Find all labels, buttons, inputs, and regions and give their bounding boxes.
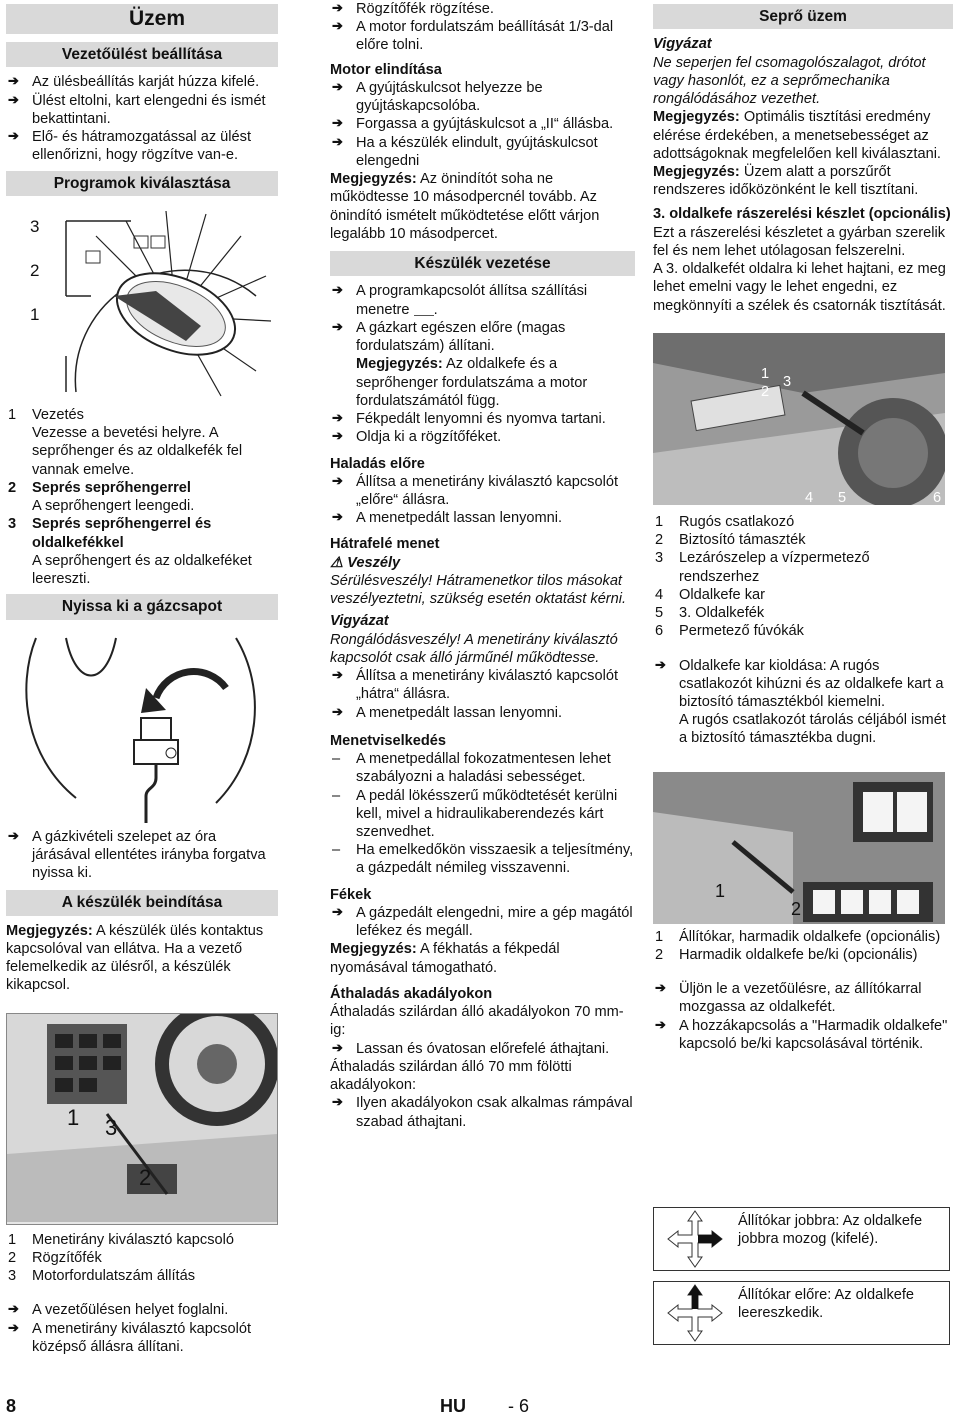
brake-step: ➔ A gázpedált elengedni, mire a gép magától lefékez és megáll. [330, 904, 635, 940]
dash-item-1: 1 Menetirány kiválasztó kapcsoló [8, 1231, 234, 1248]
kit-text-2: A 3. oldalkefét oldalra ki lehet hajtani, ez meg lehet emelni vagy le lehet engedni, ez megkönnyíti a szélek és csatornák tisztítását. [653, 261, 946, 314]
heading-behaviour: Menetviselkedés [330, 732, 447, 749]
seat-step-1: ➔ Az ülésbeállítás karját húzza kifelé. [6, 73, 278, 91]
dashboard-photo [6, 1013, 278, 1225]
joystick-forward-text: Állítókar előre: Az oldalkefe leereszkedik. [738, 1287, 915, 1322]
column-3 [653, 0, 953, 1053]
sweep-caution-text: Ne seperjen fel csomagolószalagot, drótot vagy hasonlót, ez a seprőmechanika rongálódásához vezethet. [653, 54, 926, 108]
caution-text: Rongálódásveszély! A menetirány kiválasztó kapcsolót csak álló járműnél működtesse. [330, 631, 618, 666]
joystick-right-box [653, 1207, 950, 1271]
motor-step-1: ➔ A gyújtáskulcsot helyezze be gyújtáskapcsolóba. [330, 79, 635, 115]
behav-item-1: – A menetpedállal fokozatmentesen lehet szabályozni a haladási sebességet. [330, 750, 635, 786]
photo-label-5: 5 [838, 489, 847, 506]
photo-label-2: 2 [761, 383, 770, 400]
page-number-left: 8 [6, 1396, 17, 1416]
heading-brakes: Fékek [330, 886, 372, 903]
dash-item-3: 3 Motorfordulatszám állítás [8, 1268, 196, 1285]
dial-label-3: 3 [30, 216, 40, 236]
section-title: Üzem [129, 7, 186, 30]
brush-item-6: 6 Permetező fúvókák [655, 623, 804, 640]
transport-icon [414, 303, 434, 316]
brush-item-3: 3 Lezárószelep a vízpermetező rendszerhez [655, 550, 870, 585]
brush-item-2: 2 Biztosító támaszték [655, 532, 806, 549]
panel-label-1: 1 [715, 880, 726, 901]
dash-label-3: 3 [105, 1114, 118, 1140]
drive-step-1: ➔ A programkapcsolót állítsa szállítási menetre . [330, 282, 635, 318]
heading-drive: Készülék vezetése [330, 251, 635, 276]
gas-valve-illustration [6, 628, 278, 823]
side-brush-illustration [653, 333, 945, 505]
reverse-step-1: ➔ Állítsa a menetirány kiválasztó kapcsolót „hátra“ állásra. [330, 667, 635, 703]
joystick-right-text: Állítókar jobbra: Az oldalkefe jobbra mozog (kifelé). [738, 1213, 923, 1248]
motor-step-3: ➔ Ha a készülék elindult, gyújtáskulcsot elengedni [330, 134, 635, 170]
joystick-forward-box [653, 1281, 950, 1345]
program-item-1: 1 Vezetés [8, 406, 84, 423]
panel-item-2: 2 Harmadik oldalkefe be/ki (opcionális) [655, 946, 918, 963]
photo-label-1: 1 [761, 365, 770, 382]
photo-label-3: 3 [783, 373, 792, 390]
heading-kit: 3. oldalkefe rászerelési készlet (opcionális) [653, 206, 951, 223]
heading-gas: Nyissa ki a gázcsapot [6, 594, 278, 619]
top-step-1: ➔ Rögzítőfék rögzítése. [330, 0, 635, 18]
obstacle-step-2: ➔ Ilyen akadályokon csak alkalmas rámpával szabad áthajtani. [330, 1094, 635, 1130]
caution-label: Vigyázat [330, 613, 389, 630]
brush-item-4: 4 Oldalkefe kar [655, 586, 765, 603]
drive-step-4: ➔ Oldja ki a rögzítőféket. [330, 428, 635, 446]
heading-motor: Motor elindítása [330, 61, 442, 78]
page-number-right: - 6 [508, 1396, 530, 1416]
photo-label-4: 4 [805, 489, 814, 506]
panel-item-1: 1 Állítókar, harmadik oldalkefe (opcionális) [655, 928, 941, 945]
danger-label: ⚠ Veszély [330, 554, 401, 571]
photo-label-6: 6 [933, 489, 942, 506]
end-step-2: ➔ A menetirány kiválasztó kapcsolót középső állásra állítani. [6, 1320, 278, 1356]
heading-seat: Vezetőülést beállítása [6, 42, 278, 67]
obstacle-text-2: Áthaladás szilárdan álló 70 mm fölötti akadályokon: [330, 1058, 572, 1094]
joystick-right-icon [660, 1209, 730, 1269]
program-item-3: 3 Seprés seprőhengerrel és oldalkefékkel [8, 516, 212, 551]
drive-step-2: ➔ A gázkart egészen előre (magas fordulatszám) állítani. [330, 319, 635, 355]
final-step-1: ➔ Üljön le a vezetőülésre, az állítókarral mozgassa az oldalkefét. [653, 980, 953, 1016]
heading-obstacles: Áthaladás akadályokon [330, 985, 493, 1002]
forward-step-1: ➔ Állítsa a menetirány kiválasztó kapcsolót „előre“ állásra. [330, 473, 635, 509]
end-step-1: ➔ A vezetőülésen helyet foglalni. [6, 1301, 278, 1319]
behav-item-3: – Ha emelkedőkön visszaesik a teljesítmény, a gázpedált némileg visszavenni. [330, 841, 635, 877]
dash-label-2: 2 [139, 1164, 152, 1190]
behav-item-2: – A pedál lökésszerű működtetését kerülni kell, mivel a hidraulikaberendezés kárt szenvedhet. [330, 787, 635, 842]
danger-text: Sérülésveszély! Hátramenetkor tilos másokat veszélyeztetni, szükség esetén oktatást kérni. [330, 572, 627, 608]
column-2 [330, 0, 635, 1131]
obstacle-step-1: ➔ Lassan és óvatosan előrefelé áthajtani. [330, 1040, 635, 1058]
brush-item-5: 5 3. Oldalkefék [655, 605, 765, 622]
heading-start: A készülék beindítása [6, 890, 278, 915]
heading-forward: Haladás előre [330, 455, 425, 472]
sweep-note-2: Megjegyzés: Üzem alatt a porszűrőt rendszeres időközönként le kell tisztítani. [653, 164, 919, 199]
seat-step-3: ➔ Elő- és hátramozgatással az ülést ellenőrizni, hogy rögzítve van-e. [6, 128, 278, 164]
start-note: Megjegyzés: A készülék ülés kontaktus kapcsolóval van ellátva. Ha a vezető felemelkedik az ülésről, a készülék kikapcsol. [6, 922, 264, 994]
release-step: ➔ Oldalkefe kar kioldása: A rugós csatlakozót kihúzni és az oldalkefe kart a biztosító támasztékból kiemelni. [653, 657, 953, 712]
program-dial-figure [6, 196, 278, 406]
kit-text-1: Ezt a rászerelési készletet a gyárban szerelik fel és nem lehet utólagosan felszerelni. [653, 224, 946, 259]
dial-label-2: 2 [30, 260, 40, 280]
heading-reverse: Hátrafelé menet [330, 536, 440, 553]
dash-label-1: 1 [67, 1104, 80, 1130]
drive-note: Megjegyzés: Az oldalkefe és a seprőhenger fordulatszáma a motor fordulatszámától függ. [356, 356, 588, 409]
dial-label-1: 1 [30, 304, 40, 324]
motor-note: Megjegyzés: Az önindítót soha ne működtesse 10 másodpercnél tovább. Az önindító ismételt működtetése előtt várjon legalább 10 másodpercet. [330, 171, 600, 242]
reverse-step-2: ➔ A menetpedált lassan lenyomni. [330, 704, 635, 722]
motor-step-2: ➔ Forgassa a gyújtáskulcsot a „II“ állásba. [330, 115, 635, 133]
joystick-forward-icon [660, 1283, 730, 1343]
dash-item-2: 2 Rögzítőfék [8, 1249, 102, 1266]
heading-sweep: Seprő üzem [653, 4, 953, 29]
gas-step: ➔ A gázkivételi szelepet az óra járásával ellentétes irányba forgatva nyissa ki. [6, 828, 278, 883]
sweep-caution-label: Vigyázat [653, 36, 712, 53]
column-1 [6, 0, 278, 1356]
drive-step-3: ➔ Fékpedált lenyomni és nyomva tartani. [330, 410, 635, 428]
side-brush-photo [653, 333, 945, 505]
forward-step-2: ➔ A menetpedált lassan lenyomni. [330, 509, 635, 527]
warning-triangle-icon: ⚠ [330, 554, 344, 571]
obstacle-text-1: Áthaladás szilárdan álló akadályokon 70 mm-ig: [330, 1004, 624, 1039]
top-step-2: ➔ A motor fordulatszám beállítását 1/3-dal előre tolni. [330, 18, 635, 54]
language-code: HU [440, 1396, 466, 1416]
program-dial-illustration [6, 196, 278, 406]
panel-label-2: 2 [791, 898, 802, 919]
control-panel-photo [653, 772, 945, 924]
program-item-2: 2 Seprés seprőhengerrel [8, 479, 191, 496]
seat-step-2: ➔ Ülést eltolni, kart elengedni és ismét bekattintani. [6, 92, 278, 128]
program-item-2-desc: A seprőhengert leengedi. [32, 498, 195, 515]
brush-item-1: 1 Rugós csatlakozó [655, 513, 795, 530]
gas-valve-figure [6, 628, 278, 828]
final-step-2: ➔ A hozzákapcsolás a "Harmadik oldalkefe" kapcsoló be/ki kapcsolásával történik. [653, 1017, 953, 1053]
brake-note: Megjegyzés: A fékhatás a fékpedál nyomásával támogatható. [330, 941, 560, 976]
heading-programs: Programok kiválasztása [6, 171, 278, 196]
program-item-1-desc: Vezesse a bevetési helyre. A seprőhenger és az oldalkefék fel vannak emelve. [32, 425, 243, 478]
release-note: A rugós csatlakozót tárolás céljából ismét a biztosító támasztékba dugni. [679, 712, 946, 747]
program-item-3-desc: A seprőhengert és az oldalkeféket leereszti. [32, 552, 252, 588]
sweep-note-1: Megjegyzés: Optimális tisztítási eredmény elérése érdekében, a menetsebességet az adottságoknak megfelelően kell kiválasztani. [653, 109, 941, 162]
